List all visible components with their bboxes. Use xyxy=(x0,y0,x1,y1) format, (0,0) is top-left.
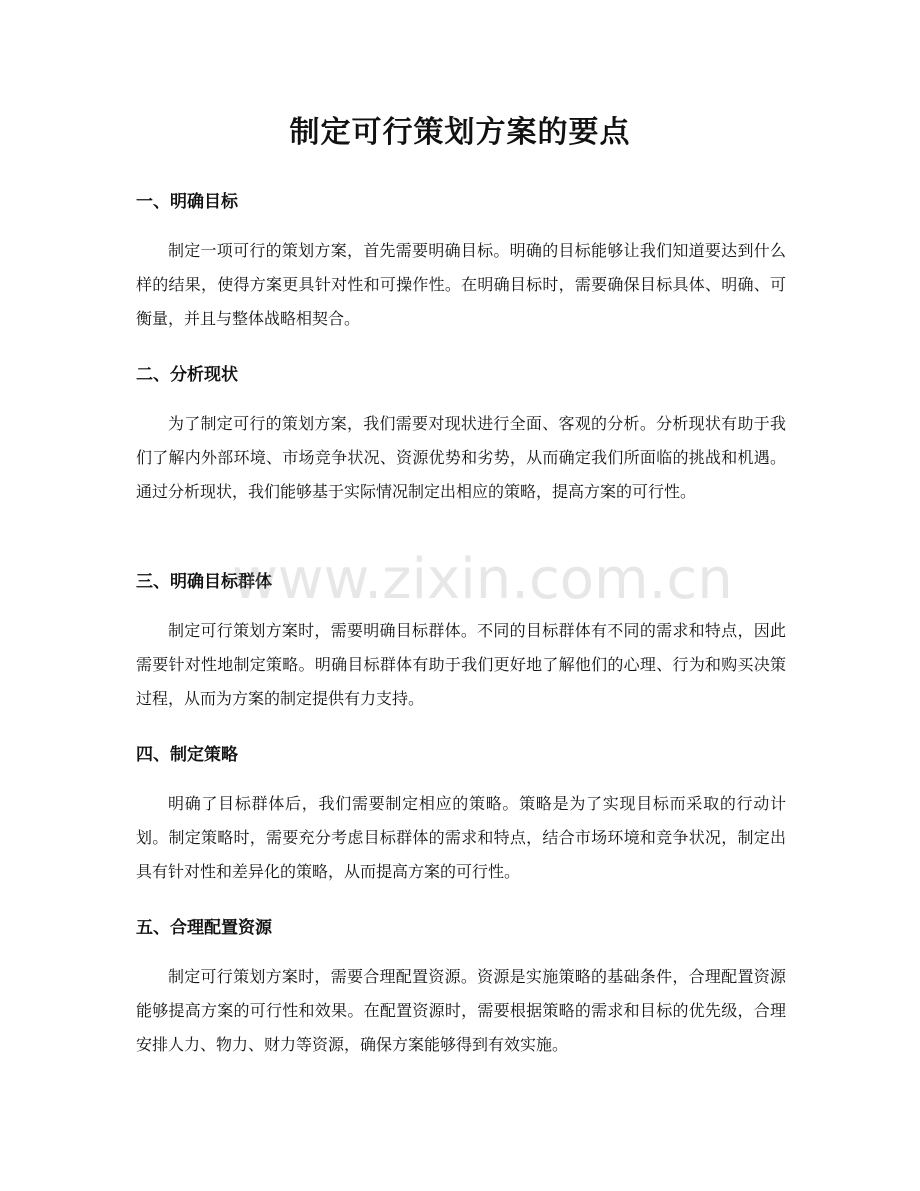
watermark: www.zixin.com.cn xyxy=(232,547,733,612)
section-heading: 五、合理配置资源 xyxy=(136,918,272,938)
section-clarify-goals xyxy=(136,190,786,336)
section-paragraph: 制定可行策划方案时，需要合理配置资源。资源是实施策略的基础条件，合理配置资源能够提高方案的可行性和效果。在配置资源时，需要根据策略的需求和目标的优先级，合理安排人力、物力、财力等资源，确保方案能够得到有效实施。 xyxy=(136,967,786,1054)
section-heading: 二、分析现状 xyxy=(136,365,238,385)
section-heading: 三、明确目标群体 xyxy=(136,572,272,592)
section-paragraph: 明确了目标群体后，我们需要制定相应的策略。策略是为了实现目标而采取的行动计划。制定策略时，需要充分考虑目标群体的需求和特点，结合市场环境和竞争状况，制定出具有针对性和差异化的策略，从而提高方案的可行性。 xyxy=(136,794,786,881)
section-resources xyxy=(136,916,786,1062)
section-heading: 一、明确目标 xyxy=(136,192,238,212)
section-strategy xyxy=(136,743,786,889)
section-paragraph: 为了制定可行的策划方案，我们需要对现状进行全面、客观的分析。分析现状有助于我们了解内外部环境、市场竞争状况、资源优势和劣势，从而确定我们所面临的挑战和机遇。通过分析现状，我们能够基于实际情况制定出相应的策略，提高方案的可行性。 xyxy=(136,414,786,501)
document-title: 制定可行策划方案的要点 xyxy=(289,115,631,150)
section-analyze-status xyxy=(136,363,786,509)
section-paragraph: 制定一项可行的策划方案，首先需要明确目标。明确的目标能够让我们知道要达到什么样的结果，使得方案更具针对性和可操作性。在明确目标时，需要确保目标具体、明确、可衡量，并且与整体战略相契合。 xyxy=(136,241,786,328)
section-target-group xyxy=(136,570,786,716)
section-paragraph: 制定可行策划方案时，需要明确目标群体。不同的目标群体有不同的需求和特点，因此需要针对性地制定策略。明确目标群体有助于我们更好地了解他们的心理、行为和购买决策过程，从而为方案的制定提供有力支持。 xyxy=(136,621,786,708)
section-heading: 四、制定策略 xyxy=(136,745,238,765)
